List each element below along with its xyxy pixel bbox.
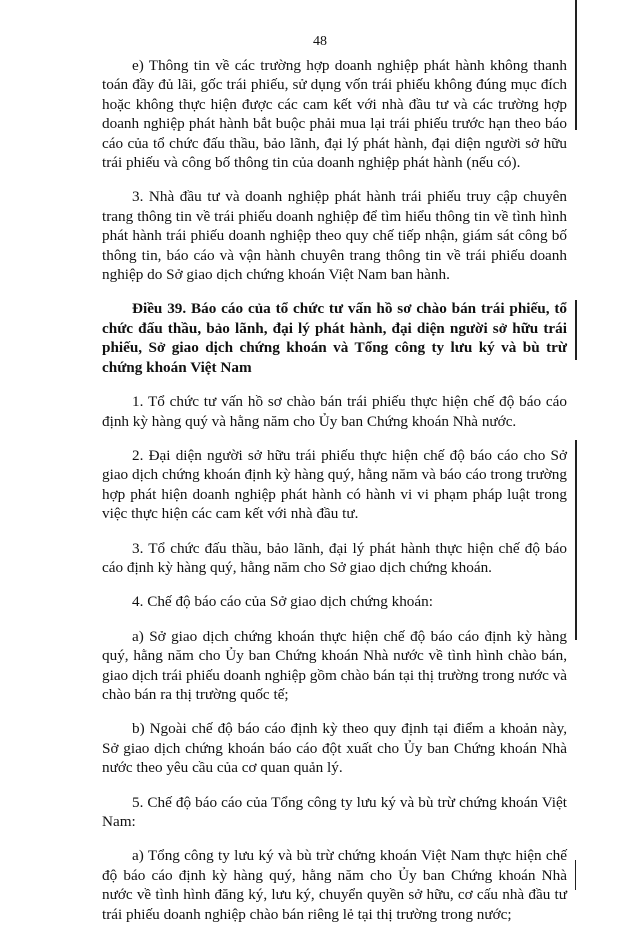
article-39-heading: Điều 39. Báo cáo của tổ chức tư vấn hồ sơ chào bán trái phiếu, tổ chức đấu thầu, bảo lãnh, đại lý phát hành, đại diện người sở hữu trái phiếu, Sở giao dịch chứng khoán và Tổng công ty lưu ký và bù trừ chứng khoán Việt Nam xyxy=(102,300,567,376)
paragraph-4a-exchange-periodic: a) Sở giao dịch chứng khoán thực hiện chế độ báo cáo định kỳ hàng quý, hằng năm cho Ủy ban Chứng khoán Nhà nước về tình hình chào bán, giao dịch trái phiếu doanh nghiệp gồm chào bán tại thị trường trong nước và chào bán ra thị trường quốc tế; xyxy=(102,627,567,703)
scan-edge-line xyxy=(575,860,576,890)
paragraph-3-investor-access: 3. Nhà đầu tư và doanh nghiệp phát hành trái phiếu truy cập chuyên trang thông tin về trái phiếu doanh nghiệp để tìm hiểu thông tin về tình hình phát hành trái phiếu doanh nghiệp theo quy chế tiếp nhận, giám sát công bố thông tin, báo cáo và vận hành chuyên trang thông tin về trái phiếu doanh nghiệp do Sở giao dịch chứng khoán Việt Nam ban hành. xyxy=(102,188,567,284)
paragraph-4b-exchange-adhoc: b) Ngoài chế độ báo cáo định kỳ theo quy định tại điểm a khoản này, Sở giao dịch chứng khoán báo cáo đột xuất cho Ủy ban Chứng khoán Nhà nước theo yêu cầu của cơ quan quản lý. xyxy=(102,720,567,777)
paragraph-e-bond-info: e) Thông tin về các trường hợp doanh nghiệp phát hành không thanh toán đầy đủ lãi, gốc trái phiếu, sử dụng vốn trái phiếu không đúng mục đích hoặc không thực hiện được các cam kết với nhà đầu tư và các trường hợp doanh nghiệp phát hành bắt buộc phải mua lại trái phiếu trước hạn theo báo cáo của tổ chức đấu thầu, bảo lãnh, đại lý phát hành, đại diện người sở hữu trái phiếu và công bố thông tin của doanh nghiệp phát hành (nếu có). xyxy=(102,57,567,172)
paragraph-5-depository-regime: 5. Chế độ báo cáo của Tổng công ty lưu ký và bù trừ chứng khoán Việt Nam: xyxy=(102,793,567,830)
page-body xyxy=(102,56,567,939)
scan-edge-line xyxy=(575,0,577,130)
paragraph-5a-depository-periodic: a) Tổng công ty lưu ký và bù trừ chứng khoán Việt Nam thực hiện chế độ báo cáo định kỳ hàng quý, hằng năm cho Ủy ban Chứng khoán Nhà nước về tình hình đăng ký, lưu ký, chuyển quyền sở hữu, cơ cấu nhà đầu tư trái phiếu doanh nghiệp chào bán riêng lẻ tại thị trường trong nước; xyxy=(102,847,567,923)
scan-edge-line xyxy=(575,300,577,360)
scan-edge-line xyxy=(575,440,577,640)
paragraph-3-underwriter-report: 3. Tổ chức đấu thầu, bảo lãnh, đại lý phát hành thực hiện chế độ báo cáo định kỳ hàng quý, hằng năm cho Sở giao dịch chứng khoán. xyxy=(102,539,567,576)
paragraph-1-advisor-report: 1. Tổ chức tư vấn hồ sơ chào bán trái phiếu thực hiện chế độ báo cáo định kỳ hàng quý và hằng năm cho Ủy ban Chứng khoán Nhà nước. xyxy=(102,393,567,430)
paragraph-4-exchange-regime: 4. Chế độ báo cáo của Sở giao dịch chứng khoán: xyxy=(132,593,433,611)
paragraph-2-representative-report: 2. Đại diện người sở hữu trái phiếu thực hiện chế độ báo cáo cho Sở giao dịch chứng khoán định kỳ hàng quý, hằng năm và báo cáo trong trường hợp phát hiện doanh nghiệp phát hành có hành vi vi phạm pháp luật trong việc thực hiện các cam kết với nhà đầu tư. xyxy=(102,446,567,523)
page-number: 48 xyxy=(313,34,327,49)
